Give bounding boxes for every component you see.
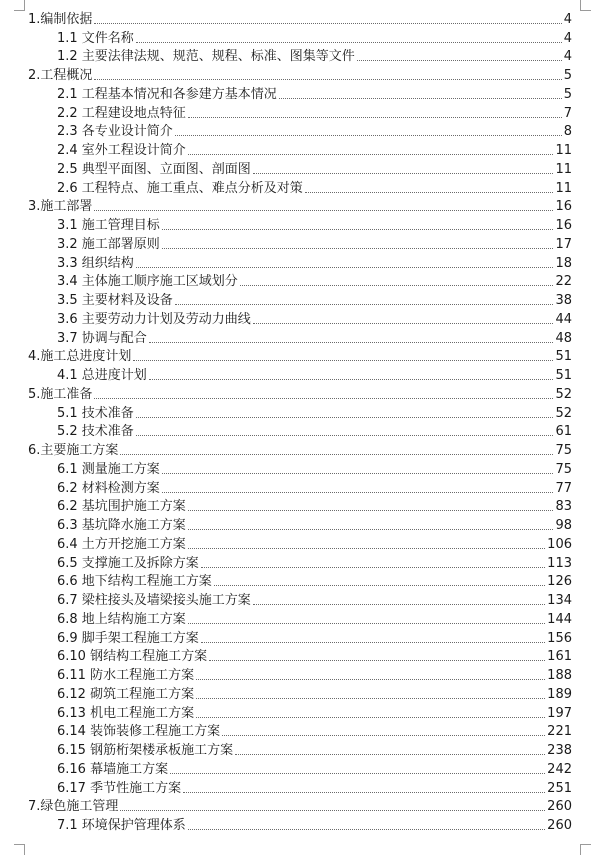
toc-section-entry[interactable] [0,627,605,646]
toc-entry-page-number: 98 [555,518,572,533]
toc-entry-title: 6.主要施工方案 [28,443,119,458]
toc-section-entry[interactable] [0,552,605,571]
toc-entry-title: 6.7 梁柱接头及墙梁接头施工方案 [57,593,251,608]
toc-section-entry[interactable] [0,139,605,158]
dot-leader [305,191,554,193]
toc-section-entry[interactable] [0,721,605,740]
toc-entry-page-number: 156 [547,630,572,646]
dot-leader [188,828,545,830]
toc-entry-title: 6.9 脚手架工程施工方案 [57,630,199,646]
toc-chapter-entry[interactable] [0,383,605,402]
toc-entry-page-number: 5 [563,86,572,102]
toc-section-entry[interactable] [0,777,605,796]
toc-entry-page-number: 260 [547,799,572,815]
toc-section-entry[interactable] [0,289,605,308]
dot-leader [170,772,545,774]
toc-entry-page-number: 61 [555,424,572,440]
dot-leader [149,378,554,380]
toc-entry-page-number: 4 [563,30,572,46]
toc-entry-title: 1.2 主要法律法规、规范、规程、标准、图集等文件 [57,49,355,65]
toc-section-entry[interactable] [0,252,605,271]
toc-entry-page-number: 5 [563,68,572,83]
toc-entry-title: 6.14 装饰装修工程施工方案 [57,724,221,740]
dot-leader [188,153,554,155]
toc-entry-page-number: 106 [547,536,572,552]
toc-chapter-entry[interactable] [0,439,605,458]
toc-section-entry[interactable] [0,608,605,627]
dot-leader [201,566,545,568]
toc-chapter-entry[interactable] [0,64,605,83]
toc-entry-title: 3.1 施工管理目标 [57,218,160,233]
dot-leader [162,472,554,474]
toc-entry-page-number: 16 [555,199,572,215]
toc-section-entry[interactable] [0,308,605,327]
dot-leader [183,791,545,793]
toc-entry-page-number: 22 [555,274,572,290]
toc-entry-page-number: 11 [555,161,572,177]
toc-entry-page-number: 238 [547,743,572,758]
dot-leader [188,509,554,511]
dot-leader [201,641,545,643]
dot-leader [209,659,545,661]
dot-leader [136,41,562,43]
toc-entry-title: 7.1 环境保护管理体系 [57,818,186,833]
dot-leader [196,678,545,680]
toc-entry-title: 3.4 主体施工顺序施工区域划分 [57,274,238,290]
toc-section-entry[interactable] [0,589,605,608]
toc-entry-page-number: 126 [547,574,572,590]
toc-section-entry[interactable] [0,458,605,477]
toc-section-entry[interactable] [0,327,605,346]
toc-section-entry[interactable] [0,739,605,758]
dot-leader [136,434,554,436]
dot-leader [120,453,553,455]
toc-entry-page-number: 7 [563,105,572,121]
toc-entry-title: 7.绿色施工管理 [28,799,119,815]
crop-mark-bottom-right [580,844,591,855]
dot-leader [136,266,554,268]
toc-entry-page-number: 4 [563,49,572,65]
toc-section-entry[interactable] [0,83,605,102]
toc-entry-title: 3.3 组织结构 [57,255,134,271]
dot-leader [120,809,545,811]
dot-leader [175,303,554,305]
dot-leader [214,584,545,586]
toc-entry-title: 3.6 主要劳动力计划及劳动力曲线 [57,311,251,327]
toc-entry-title: 3.2 施工部署原则 [57,236,160,252]
toc-entry-title: 6.16 幕墙施工方案 [57,761,169,777]
toc-entry-title: 1.编制依据 [28,11,93,27]
dot-leader [162,247,554,249]
toc-section-entry[interactable] [0,402,605,421]
toc-entry-page-number: 113 [547,555,572,571]
toc-section-entry[interactable] [0,646,605,665]
toc-entry-page-number: 75 [555,461,572,477]
toc-entry-title: 2.3 各专业设计简介 [57,124,173,140]
toc-entry-page-number: 8 [563,124,572,140]
toc-entry-page-number: 260 [547,818,572,833]
toc-section-entry[interactable] [0,758,605,777]
dot-leader [162,228,554,230]
dot-leader [222,734,545,736]
toc-section-entry[interactable] [0,233,605,252]
dot-leader [136,416,554,418]
dot-leader [279,97,562,99]
toc-entry-title: 6.11 防水工程施工方案 [57,668,195,683]
toc-entry-page-number: 52 [555,405,572,421]
toc-entry-title: 6.1 测量施工方案 [57,461,160,477]
toc-section-entry[interactable] [0,271,605,290]
toc-entry-page-number: 17 [555,236,572,252]
toc-entry-page-number: 144 [547,611,572,627]
toc-entry-title: 2.5 典型平面图、立面图、剖面图 [57,161,251,177]
toc-entry-title: 6.10 钢结构工程施工方案 [57,649,208,665]
toc-entry-title: 2.2 工程建设地点特征 [57,105,186,121]
toc-entry-page-number: 16 [555,218,572,233]
toc-entry-title: 3.7 协调与配合 [57,330,147,346]
toc-entry-page-number: 242 [547,761,572,777]
dot-leader [253,322,554,324]
toc-section-entry[interactable] [0,46,605,65]
toc-entry-title: 6.5 支撑施工及拆除方案 [57,555,199,571]
toc-section-entry[interactable] [0,421,605,440]
toc-entry-title: 2.6 工程特点、施工重点、难点分析及对策 [57,180,303,196]
toc-entry-title: 4.施工总进度计划 [28,349,132,365]
toc-entry-title: 1.1 文件名称 [57,30,134,46]
toc-section-entry[interactable] [0,477,605,496]
toc-entry-title: 6.13 机电工程施工方案 [57,705,195,721]
toc-entry-page-number: 77 [555,480,572,496]
toc-entry-title: 6.17 季节性施工方案 [57,780,182,796]
toc-entry-title: 2.工程概况 [28,68,93,83]
toc-entry-page-number: 188 [547,668,572,683]
toc-section-entry[interactable] [0,27,605,46]
toc-entry-page-number: 48 [555,330,572,346]
dot-leader [133,359,553,361]
toc-section-entry[interactable] [0,214,605,233]
toc-section-entry[interactable] [0,814,605,833]
toc-entry-page-number: 83 [555,499,572,515]
toc-entry-page-number: 197 [547,705,572,721]
toc-entry-page-number: 11 [555,143,572,158]
toc-entry-title: 6.15 钢筋桁架楼承板施工方案 [57,743,234,758]
dot-leader [196,697,545,699]
toc-entry-title: 5.1 技术准备 [57,405,134,421]
toc-section-entry[interactable] [0,364,605,383]
toc-section-entry[interactable] [0,533,605,552]
toc-entry-title: 6.3 基坑降水施工方案 [57,518,186,533]
toc-entry-title: 3.施工部署 [28,199,93,215]
toc-entry-title: 2.4 室外工程设计简介 [57,143,186,158]
dot-leader [162,491,554,493]
dot-leader [94,209,553,211]
toc-entry-page-number: 18 [555,255,572,271]
toc-entry-title: 6.6 地下结构工程施工方案 [57,574,212,590]
dot-leader [240,284,554,286]
toc-entry-page-number: 51 [555,368,572,383]
toc-entry-title: 6.12 砌筑工程施工方案 [57,686,195,702]
table-of-contents [0,8,605,833]
toc-entry-title: 6.8 地上结构施工方案 [57,611,186,627]
dot-leader [235,753,545,755]
toc-section-entry[interactable] [0,121,605,140]
toc-entry-title: 2.1 工程基本情况和各参建方基本情况 [57,86,277,102]
dot-leader [196,716,545,718]
dot-leader [149,341,554,343]
crop-mark-bottom-left [14,844,25,855]
toc-entry-page-number: 52 [555,386,572,402]
toc-section-entry[interactable] [0,702,605,721]
toc-entry-title: 3.5 主要材料及设备 [57,293,173,308]
toc-chapter-entry[interactable] [0,346,605,365]
toc-entry-page-number: 134 [547,593,572,608]
dot-leader [94,78,561,80]
toc-section-entry[interactable] [0,514,605,533]
toc-section-entry[interactable] [0,177,605,196]
toc-section-entry[interactable] [0,571,605,590]
toc-entry-title: 5.2 技术准备 [57,424,134,440]
dot-leader [94,397,553,399]
toc-entry-page-number: 75 [555,443,572,458]
toc-entry-page-number: 51 [555,349,572,365]
dot-leader [253,603,545,605]
toc-section-entry[interactable] [0,496,605,515]
toc-entry-title: 6.2 材料检测方案 [57,480,160,496]
dot-leader [357,59,562,61]
toc-entry-page-number: 251 [547,780,572,796]
toc-chapter-entry[interactable] [0,796,605,815]
toc-entry-title: 6.2 基坑围护施工方案 [57,499,186,515]
dot-leader [188,547,545,549]
toc-chapter-entry[interactable] [0,196,605,215]
dot-leader [94,22,561,24]
toc-entry-page-number: 44 [555,311,572,327]
toc-section-entry[interactable] [0,683,605,702]
toc-entry-title: 6.4 土方开挖施工方案 [57,536,186,552]
toc-entry-page-number: 4 [563,11,572,27]
toc-entry-title: 4.1 总进度计划 [57,368,147,383]
toc-section-entry[interactable] [0,158,605,177]
toc-section-entry[interactable] [0,664,605,683]
toc-entry-page-number: 189 [547,686,572,702]
toc-entry-title: 5.施工准备 [28,386,93,402]
toc-section-entry[interactable] [0,102,605,121]
dot-leader [253,172,554,174]
dot-leader [188,622,545,624]
toc-entry-page-number: 161 [547,649,572,665]
dot-leader [175,134,562,136]
dot-leader [188,528,554,530]
toc-entry-page-number: 221 [547,724,572,740]
toc-entry-page-number: 11 [555,180,572,196]
toc-entry-page-number: 38 [555,293,572,308]
toc-chapter-entry[interactable] [0,8,605,27]
dot-leader [188,116,562,118]
